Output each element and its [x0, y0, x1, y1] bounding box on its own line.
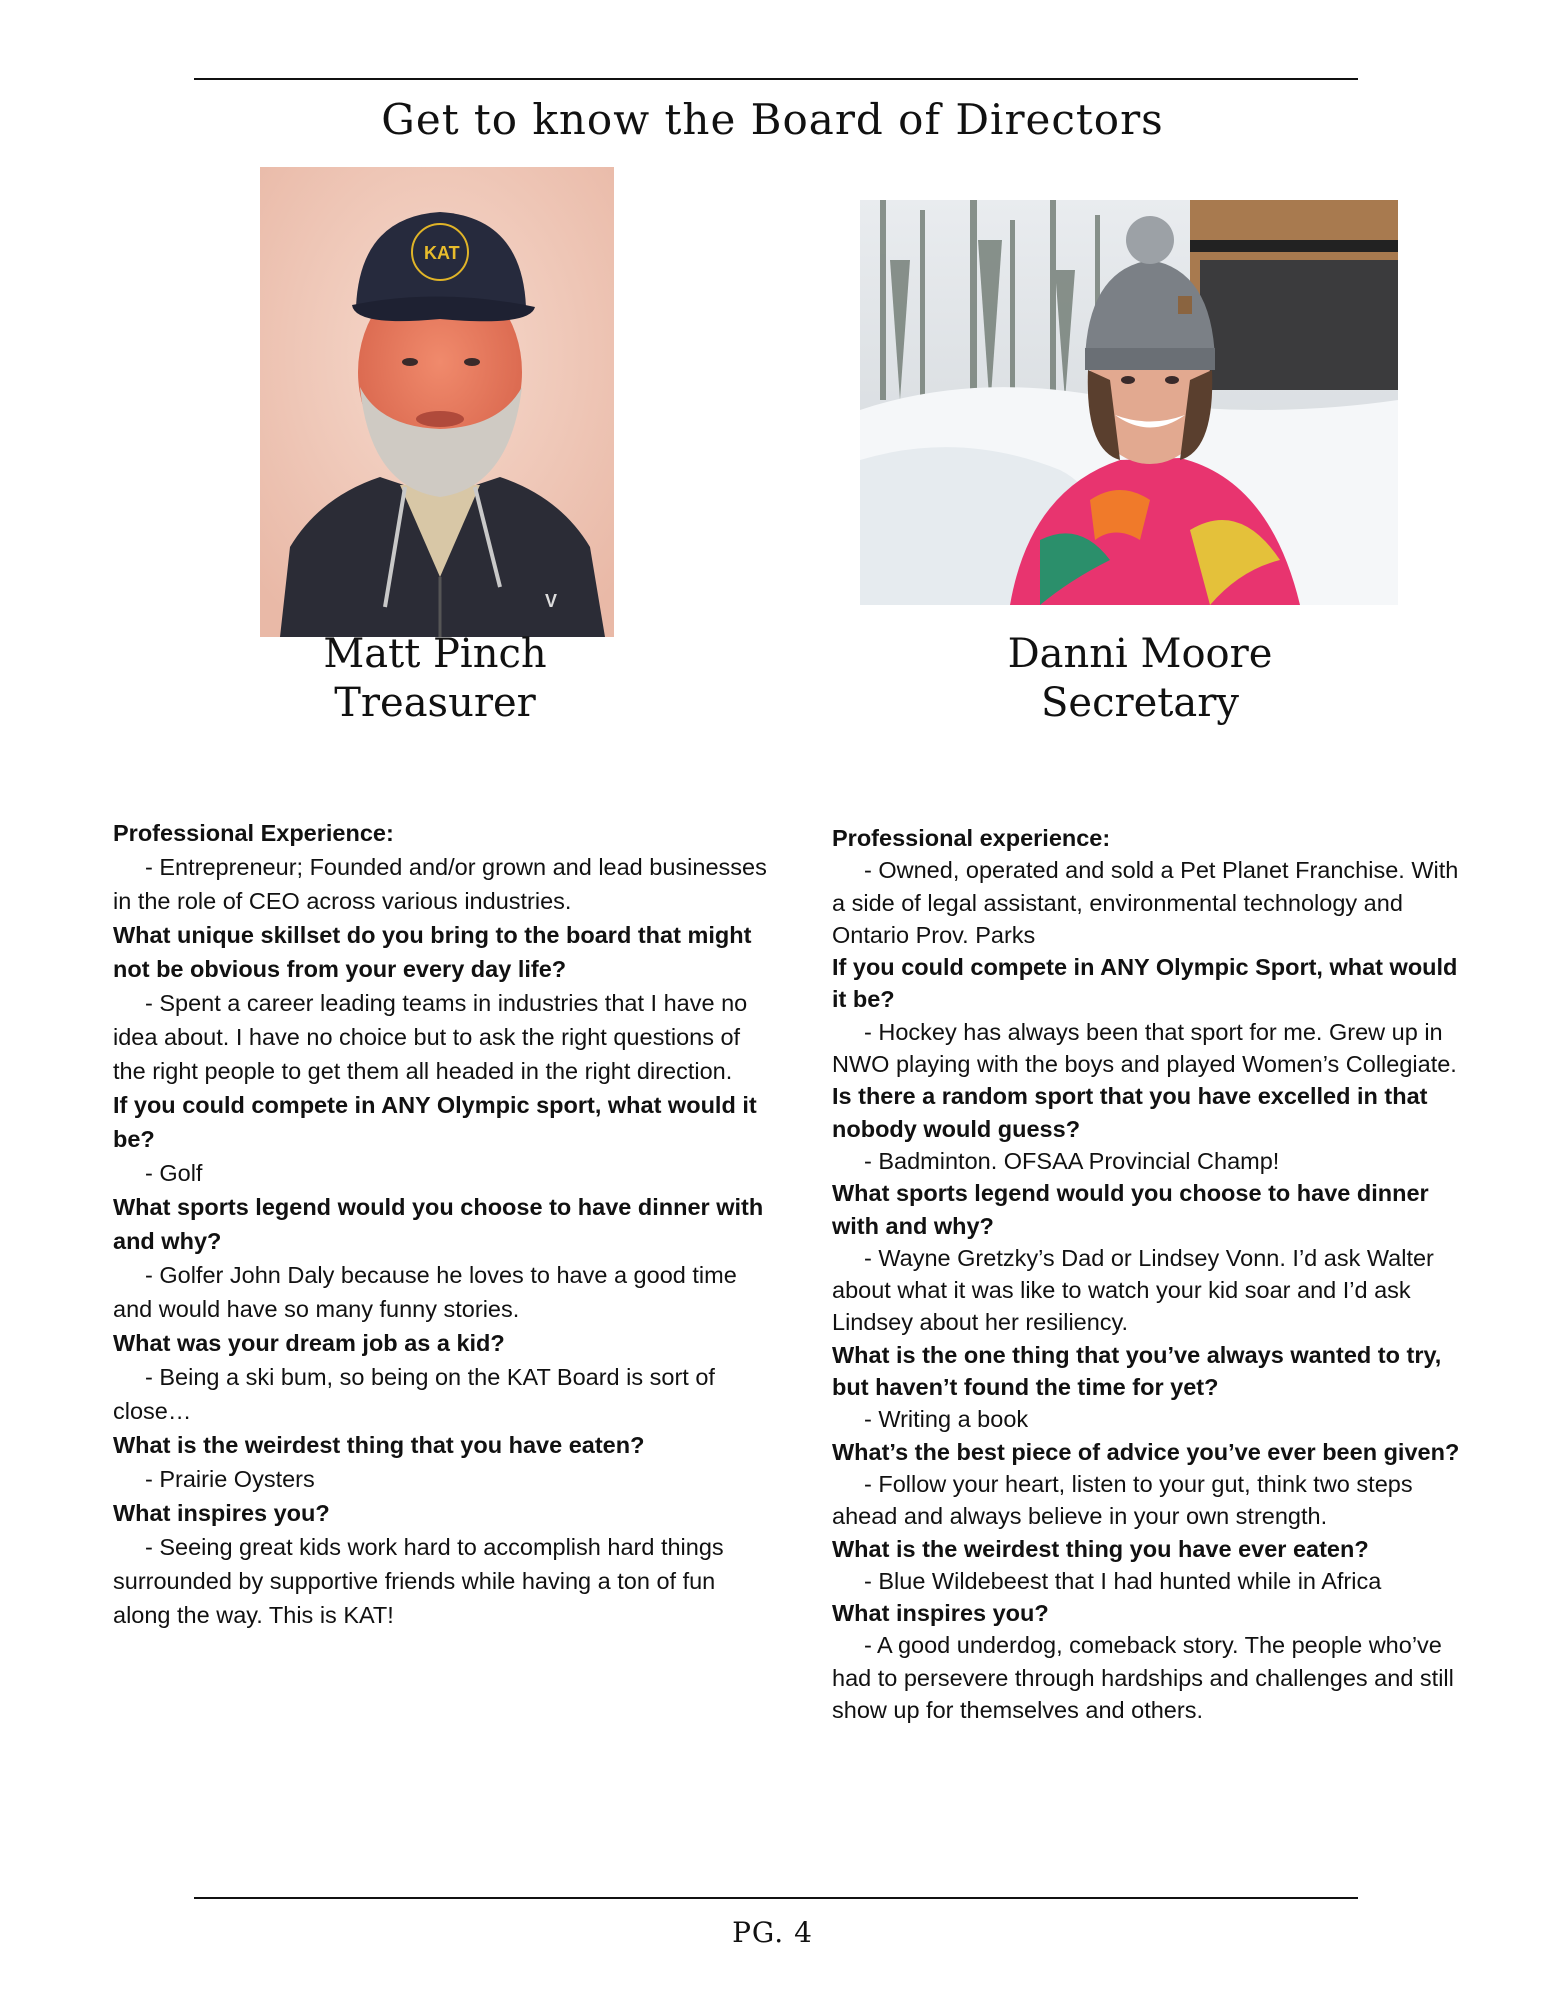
bottom-divider	[194, 1897, 1358, 1899]
question: What inspires you?	[113, 1500, 330, 1526]
answer: - Golfer John Daly because he loves to have a good time and would have so many funny stories.	[113, 1262, 737, 1322]
question: What sports legend would you choose to have dinner with and why?	[832, 1180, 1429, 1239]
question: If you could compete in ANY Olympic Sport, what would it be?	[832, 954, 1458, 1013]
question: What was your dream job as a kid?	[113, 1330, 505, 1356]
page-number: PG. 4	[732, 1916, 813, 1949]
question: Professional Experience:	[113, 820, 394, 846]
answer: - Blue Wildebeest that I had hunted while in Africa	[864, 1567, 1382, 1594]
question: What is the one thing that you’ve always wanted to try, but haven’t found the time for yet?	[832, 1341, 1442, 1401]
photo-matt-pinch	[260, 167, 614, 637]
portrait-matt-svg	[260, 167, 614, 637]
qa-section-matt	[113, 816, 773, 1632]
question: What is the weirdest thing that you have eaten?	[113, 1432, 645, 1458]
answer: - Owned, operated and sold a Pet Planet Franchise. With a side of legal assistant, environmental technology and Ontario Prov. Parks	[832, 857, 1459, 948]
answer: - Spent a career leading teams in industries that I have no idea about. I have no choice but to ask the right questions of the right people to get them all headed in the right direction.	[113, 990, 748, 1084]
question: What unique skillset do you bring to the board that might not be obvious from your every day life?	[113, 922, 752, 982]
answer: - Hockey has always been that sport for me. Grew up in NWO playing with the boys and played Women’s Collegiate.	[832, 1018, 1457, 1078]
question: Professional experience:	[832, 825, 1111, 851]
top-divider	[194, 78, 1358, 80]
answer: - Prairie Oysters	[145, 1466, 315, 1492]
answer: - Writing a book	[864, 1406, 1029, 1433]
page-title: Get to know the Board of Directors	[381, 95, 1164, 144]
answer: - Being a ski bum, so being on the KAT Board is sort of close…	[113, 1364, 715, 1424]
director-role: Secretary	[1041, 680, 1239, 726]
question: If you could compete in ANY Olympic sport, what would it be?	[113, 1092, 757, 1152]
qa-section-danni	[832, 822, 1464, 1726]
question: What sports legend would you choose to have dinner with and why?	[113, 1194, 764, 1254]
question: Is there a random sport that you have excelled in that nobody would guess?	[832, 1083, 1428, 1142]
director-name: Danni Moore	[1007, 631, 1273, 677]
answer: - Entrepreneur; Founded and/or grown and lead businesses in the role of CEO across various industries.	[113, 854, 767, 914]
answer: - Golf	[145, 1160, 203, 1186]
answer: - A good underdog, comeback story. The people who’ve had to persevere through hardships and challenges and still show up for themselves and others.	[832, 1632, 1454, 1724]
director-name-block-danni	[920, 630, 1360, 728]
director-role: Treasurer	[334, 680, 536, 726]
cap-logo: KAT	[424, 243, 460, 263]
question: What’s the best piece of advice you’ve ever been given?	[832, 1438, 1460, 1465]
question: What inspires you?	[832, 1600, 1049, 1627]
answer: - Badminton. OFSAA Provincial Champ!	[864, 1147, 1280, 1174]
director-name-block-matt	[230, 630, 640, 728]
question: What is the weirdest thing you have ever eaten?	[832, 1535, 1369, 1562]
answer: - Follow your heart, listen to your gut, think two steps ahead and always believe in your own strength.	[832, 1470, 1413, 1530]
photo-danni-moore	[860, 200, 1398, 605]
portrait-danni-svg	[860, 200, 1398, 605]
director-name: Matt Pinch	[323, 631, 547, 677]
answer: - Seeing great kids work hard to accomplish hard things surrounded by supportive friends while having a ton of fun along the way. This is KAT!	[113, 1534, 724, 1628]
answer: - Wayne Gretzky’s Dad or Lindsey Vonn. I’d ask Walter about what it was like to watch your kid soar and I’d ask Lindsey about her resiliency.	[832, 1244, 1434, 1336]
hoodie-logo: V	[545, 591, 558, 611]
